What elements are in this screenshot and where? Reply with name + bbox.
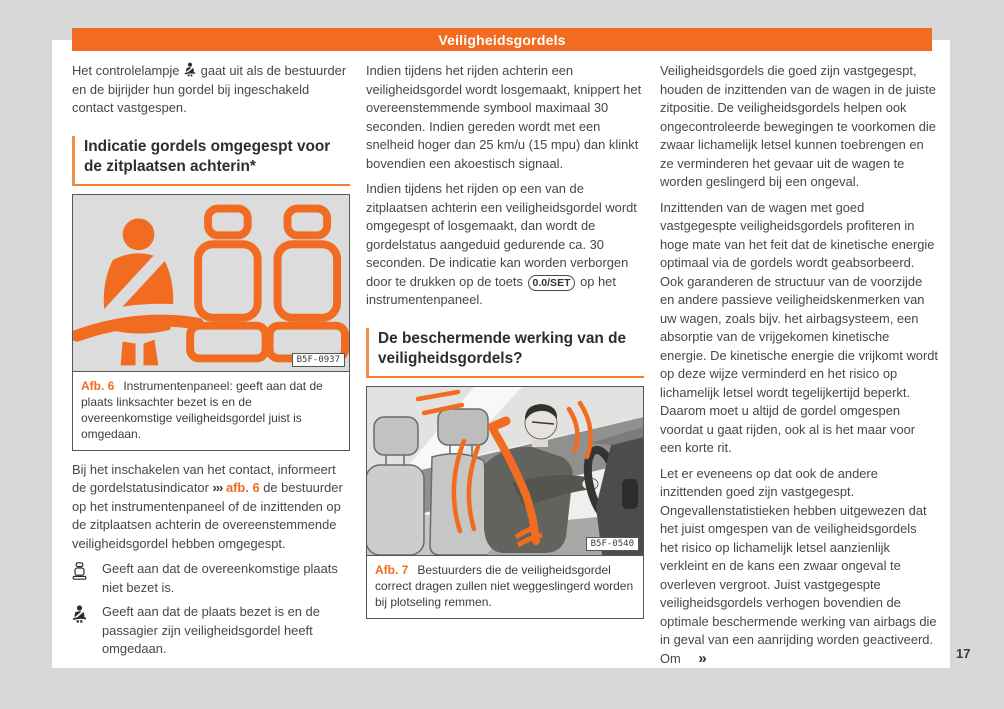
figure-7-caption [367,556,643,618]
belted-driver-illustration [367,387,643,555]
figure-6-caption-text: Instrumentenpaneel: geeft aan dat de plaats linksachter bezet is en de overeenkomstige veiligheidsgordel juist is omgedaan. [81,378,323,441]
belt-released-paragraph: Indien tijdens het rijden achterin een veiligheidsgordel wordt losgemaakt, knippert het overeenstemmende symbool maximaal 30 seconden. Indien gereden wordt met een snelheid hoger dan 25 km/u (15 mpu) dan klinkt bovendien een akoestisch signaal. [366,63,642,171]
chapter-title-bar [72,28,932,51]
other-occupants-paragraph [660,465,938,669]
column-1 [72,62,350,675]
kinetic-energy-paragraph: Inzittenden van de wagen met goed vastgegespte veiligheidsgordels profiteren in hoge mate van het feit dat de kinetische energie optimaal via de gordels wordt geabsorbeerd. Ook garanderen de structuur van de voorzijde en andere passieve veiligheidskenmerken van uw wagen, zoals bijv. het airbagsysteem, een absorptie van de vrijgekomen kinetische energie. De kinetische energie die vrijkomt wordt op deze wijze verminderd en het risico op lichamelijk letsel wordt tegelijkertijd beperkt. Daarom moet u altijd de gordel omgespen voordat u gaat rijden, ook al is het maar voor een korte rit. [660,199,938,455]
legend-text: Geeft aan dat de overeenkomstige plaats niet bezet is. [102,561,338,595]
figure-6-cross-reference[interactable]: afb. 6 [225,480,260,495]
figure-6 [72,194,350,451]
belt-reminder-warning-light-icon [184,62,196,77]
figure-6-code-badge: B5F-0937 [292,353,345,367]
column-3 [660,62,938,675]
legend-text: Geeft aan dat de plaats bezet is en de passagier zijn veiligheidsgordel heeft omgedaan. [102,604,320,656]
status-indicator-paragraph [72,461,350,554]
figure-6-image [73,195,349,372]
figure-6-label: Afb. 6 [81,378,115,393]
figure-7 [366,386,644,619]
cross-ref-arrows: ››› [212,480,223,495]
section-heading-protective-function: De beschermende werking van de veiligheidsgordels? [366,328,644,378]
intro-paragraph [72,62,350,118]
rear-headrest [367,417,424,555]
chapter-title: Veiligheidsgordels [438,31,566,48]
intro-text-before: Het controlelampje [72,63,180,78]
legend-item-belted [72,603,350,659]
empty-seat-icon-2 [270,208,345,358]
section-heading-rear-belt-indicator: Indicatie gordels omgegespt voor de zitplaatsen achterin* [72,136,350,186]
status-text-after: de bestuurder op het instrumentenpaneel of de inzittenden op de zitplaatsen achterin de overeenstemmende veiligheidsgordel hebben omgegespt. [72,480,343,551]
occupant-belted-icon [72,603,89,659]
rear-seat-belt-status-pictogram [73,195,349,371]
figure-7-caption-text: Bestuurders die de veiligheidsgordel correct dragen zullen niet weggeslingerd worden bij plotseling remmen. [375,562,634,609]
figure-6-caption [73,372,349,450]
occupant-belted-large-icon [75,218,200,365]
belt-status-display-paragraph [366,180,644,310]
page-continuation-mark: » [698,649,707,667]
page-number: 17 [956,646,971,661]
page-columns [72,62,938,675]
figure-7-code-badge: B5F-0540 [586,537,639,551]
column-2 [366,62,644,675]
empty-seat-icon-1 [190,208,265,358]
seat-unoccupied-icon [72,560,89,597]
figure-7-image [367,387,643,556]
other-occupants-text: Let er eveneens op dat ook de andere inzittenden goed zijn vastgegespt. Ongevallenstatistieken hebben uitgewezen dat het juist omgespen van de veiligheidsgordels het risico op lichamelijk letsel aanzienlijk verkleint en de kans een zwaar ongeval te overleven vergroot. Juist vastgegespte veiligheidsgordels verhogen bovendien de optimale beschermende werking van airbags die in geval van een aanrijding worden geactiveerd. Om [660,465,937,666]
status-text-before: Bij het inschakelen van het contact, informeert de gordelstatusindicator [72,461,336,495]
intro-text-after: gaat uit als de bestuurder en de bijrijder hun gordel bij ingeschakeld contact vastgespen. [72,63,347,115]
set-button-depiction: 0.0/SET [528,275,576,291]
legend-item-unoccupied [72,560,350,597]
display-text-after: op het instrumentenpaneel. [366,273,616,307]
belts-hold-position-paragraph: Veiligheidsgordels die goed zijn vastgegespt, houden de inzittenden van de wagen in de juiste zitpositie. De veiligheidsgordels helpen ook ongecontroleerde bewegingen te voorkomen die zwaar lichamelijk letsel kunnen toebrengen en ze verminderen het gevaar uit de wagen te worden geslingerd bij een ongeval. [660,63,936,189]
figure-7-label: Afb. 7 [375,562,409,577]
display-text-before: Indien tijdens het rijden op een van de zitplaatsen achterin een veiligheidsgordel wordt omgegespt of losgemaakt, dan wordt de gordelstatus aangeduid gedurende ca. 30 seconden. De indicatie kan worden verborgen door te drukken op de toets [366,181,637,289]
